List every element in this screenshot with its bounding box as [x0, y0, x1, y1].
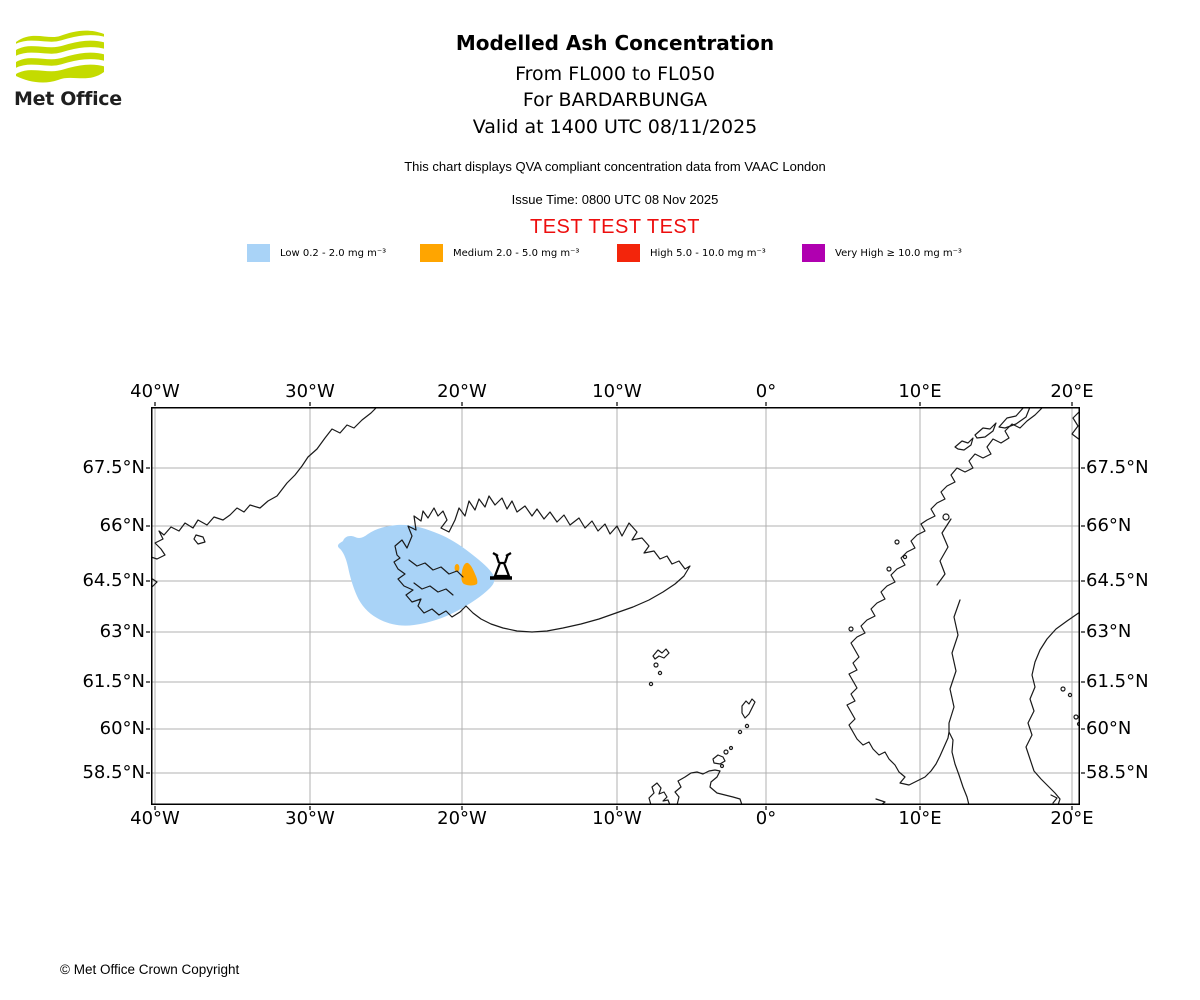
coast-norway-islet-4	[849, 627, 853, 631]
lon-label-bottom-10w: 10°W	[592, 808, 642, 829]
volcano-marker-icon	[490, 553, 512, 578]
axis-ticks	[146, 402, 1085, 810]
legend-label-very-high: Very High ≥ 10.0 mg m⁻³	[835, 247, 962, 259]
coast-shetland-islet-2	[738, 730, 741, 733]
coast-orkney-islet-2	[730, 747, 733, 750]
legend-swatch-low	[247, 244, 270, 262]
lon-label-bottom-30w: 30°W	[285, 808, 335, 829]
qva-note: This chart displays QVA compliant concentration data from VAAC London	[404, 159, 826, 174]
lon-label-bottom-20w: 20°W	[437, 808, 487, 829]
coast-trondheim-inner	[937, 519, 951, 585]
coast-norway-ring-island	[943, 514, 949, 520]
lat-label-right-67-5n: 67.5°N	[1086, 457, 1149, 478]
lon-label-bottom-20e: 20°E	[1050, 808, 1094, 829]
coast-lofoten-3	[999, 407, 1030, 428]
legend-swatch-high	[617, 244, 640, 262]
legend-swatch-medium	[420, 244, 443, 262]
coast-norway	[847, 407, 1043, 805]
lat-label-right-64-5n: 64.5°N	[1086, 570, 1149, 591]
legend-item-very-high	[802, 244, 962, 262]
lat-label-left-67-5n: 67.5°N	[82, 457, 145, 478]
lat-label-right-61-5n: 61.5°N	[1086, 671, 1149, 692]
coast-faroes-islet-2	[658, 671, 661, 674]
lat-label-right-58-5n: 58.5°N	[1086, 762, 1149, 783]
coast-norway-islet-2	[903, 555, 906, 558]
coast-lofoten-1	[955, 438, 973, 450]
legend-item-high	[617, 244, 766, 262]
coast-faroes-islet-1	[654, 663, 658, 667]
lon-label-top-10w: 10°W	[592, 381, 642, 402]
legend-label-low: Low 0.2 - 2.0 mg m⁻³	[280, 247, 387, 259]
logo-brand-text: Met Office	[14, 88, 122, 110]
legend-item-medium	[420, 244, 579, 262]
coastlines	[151, 407, 1081, 807]
lat-label-left-63n: 63°N	[99, 621, 145, 642]
coast-orkney-islet-3	[721, 765, 724, 768]
lon-label-top-10e: 10°E	[898, 381, 942, 402]
map	[151, 407, 1080, 805]
lon-label-bottom-0: 0°	[755, 808, 777, 829]
lon-label-bottom-40w: 40°W	[130, 808, 180, 829]
legend-label-medium: Medium 2.0 - 5.0 mg m⁻³	[453, 247, 580, 259]
lon-label-top-40w: 40°W	[130, 381, 180, 402]
lon-label-top-30w: 30°W	[285, 381, 335, 402]
lat-label-left-64-5n: 64.5°N	[82, 570, 145, 591]
lat-label-right-63n: 63°N	[1086, 621, 1132, 642]
coast-faroes	[653, 649, 669, 659]
lon-label-top-20w: 20°W	[437, 381, 487, 402]
lon-label-bottom-10e: 10°E	[898, 808, 942, 829]
coast-shetland-islet-1	[745, 724, 748, 727]
lon-label-top-20e: 20°E	[1050, 381, 1094, 402]
lat-label-right-60n: 60°N	[1086, 718, 1132, 739]
page-title: Modelled Ash Concentration	[455, 31, 775, 55]
copyright: © Met Office Crown Copyright	[60, 962, 240, 977]
coast-faroes-islet-3	[649, 682, 652, 685]
coast-scotland	[675, 770, 742, 805]
lat-label-left-60n: 60°N	[99, 718, 145, 739]
lat-label-right-66n: 66°N	[1086, 515, 1132, 536]
gridlines	[151, 407, 1080, 805]
map-svg	[151, 407, 1080, 805]
lat-label-left-61-5n: 61.5°N	[82, 671, 145, 692]
map-frame	[152, 408, 1080, 805]
lat-label-left-66n: 66°N	[99, 515, 145, 536]
subtitle-volcano: For BARDARBUNGA	[522, 89, 708, 111]
legend-swatch-very-high	[802, 244, 825, 262]
coast-lewis	[649, 783, 670, 805]
coast-baltic-islet-2	[1068, 693, 1071, 696]
coast-oslofjord-inner	[949, 600, 960, 732]
test-banner: TEST TEST TEST	[529, 216, 700, 238]
lat-label-left-58-5n: 58.5°N	[82, 762, 145, 783]
coast-orkney	[713, 755, 725, 764]
coast-right-edge-islet-1	[1074, 715, 1078, 719]
subtitle-valid-time: Valid at 1400 UTC 08/11/2025	[472, 116, 758, 138]
coast-greenland-island	[194, 535, 205, 544]
subtitle-flight-levels: From FL000 to FL050	[515, 63, 715, 85]
coast-norway-islet-3	[887, 567, 891, 571]
issue-time: Issue Time: 0800 UTC 08 Nov 2025	[511, 192, 719, 207]
coast-greenland	[151, 407, 377, 559]
lon-label-top-0: 0°	[755, 381, 777, 402]
coast-lofoten-2	[975, 423, 996, 438]
coast-shetland	[742, 699, 755, 718]
coast-baltic-curl	[1051, 795, 1057, 803]
coast-norway-islet-1	[895, 540, 899, 544]
coast-skagen-hook	[876, 799, 885, 807]
legend-label-high: High 5.0 - 10.0 mg m⁻³	[650, 247, 766, 259]
legend-item-low	[247, 244, 386, 262]
coast-baltic-islet-1	[1061, 687, 1065, 691]
coast-orkney-islet-1	[724, 750, 728, 754]
